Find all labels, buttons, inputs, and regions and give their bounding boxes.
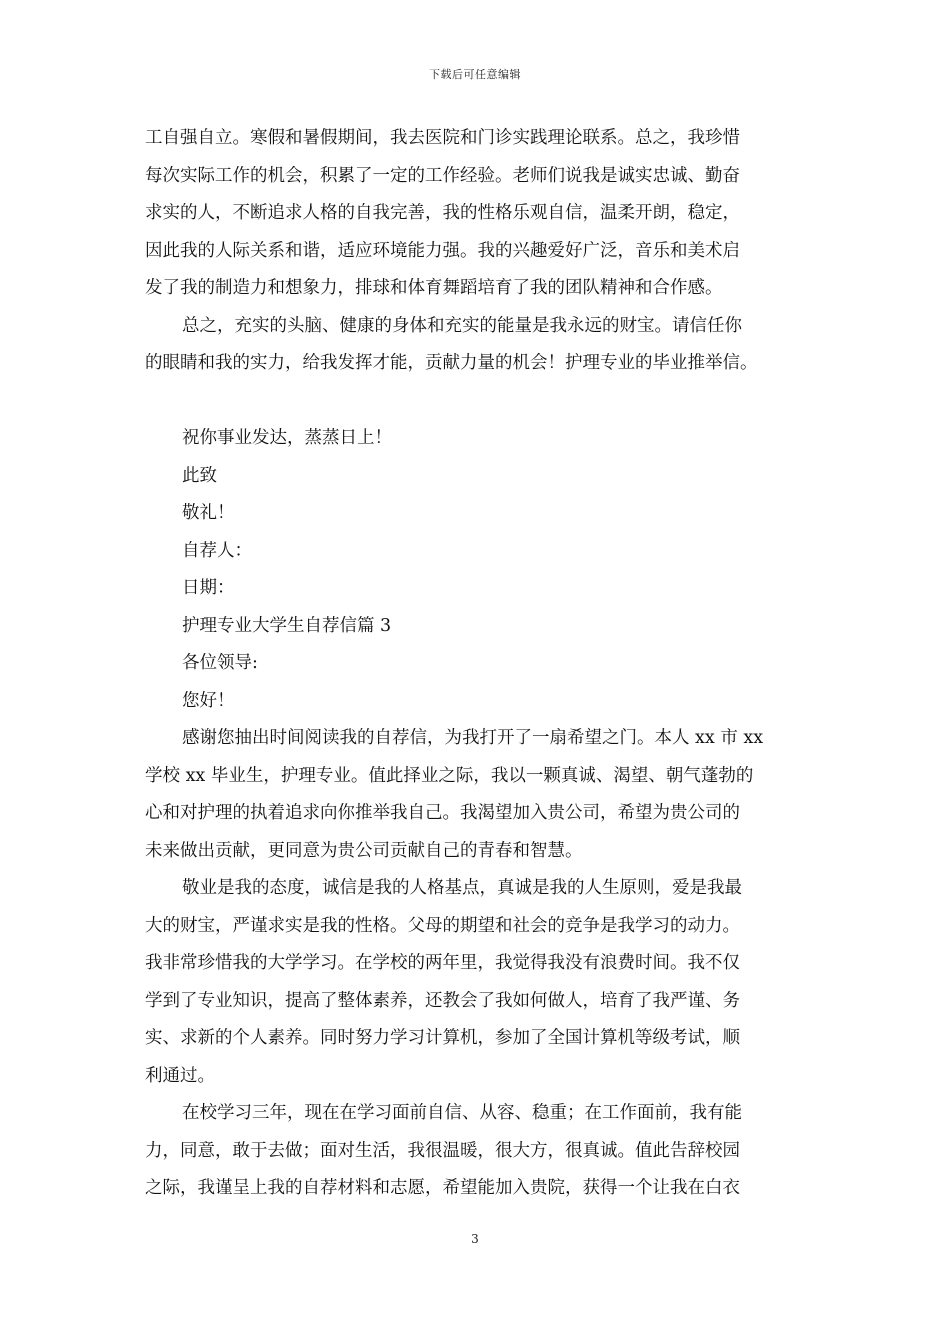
text-line: 在校学习三年，现在在学习面前自信、从容、稳重；在工作面前，我有能 [182, 1103, 742, 1123]
text-line: 学到了专业知识，提高了整体素养，还教会了我如何做人，培育了我严谨、务 [145, 990, 740, 1011]
text-line: 我非常珍惜我的大学学习。在学校的两年里，我觉得我没有浪费时间。我不仅 [145, 953, 740, 973]
text-line: 敬业是我的态度，诚信是我的人格基点，真诚是我的人生原则，爱是我最 [182, 878, 742, 898]
date-label: 日期： [182, 578, 235, 598]
text-line: 感谢您抽出时间阅读我的自荐信，为我打开了一扇希望之门。本人 xx 市 xx [182, 728, 764, 748]
letter-hello: 您好！ [182, 690, 235, 711]
text-line: 总之，充实的头脑、健康的身体和充实的能量是我永远的财宝。请信任你 [182, 315, 742, 336]
text-line: 发了我的制造力和想象力，排球和体育舞蹈培育了我的团队精神和合作感。 [145, 278, 723, 298]
text-line: 心和对护理的执着追求向你推举我自己。我渴望加入贵公司，希望为贵公司的 [145, 803, 740, 823]
text-line: 大的财宝，严谨求实是我的性格。父母的期望和社会的竞争是我学习的动力。 [145, 915, 740, 936]
text-line: 学校 xx 毕业生，护理专业。值此择业之际，我以一颗真诚、渴望、朝气蓬勃的 [145, 765, 754, 786]
text-line: 的眼睛和我的实力，给我发挥才能，贡献力量的机会！护理专业的毕业推举信。 [145, 353, 758, 373]
text-line: 之际，我谨呈上我的自荐材料和志愿，希望能加入贵院，获得一个让我在白衣 [145, 1178, 740, 1198]
text-line: 实、求新的个人素养。同时努力学习计算机，参加了全国计算机等级考试，顺 [145, 1028, 740, 1048]
closing-regards: 敬礼！ [182, 503, 235, 523]
letter-greeting: 各位领导: [182, 653, 258, 673]
text-line: 力，同意，敢于去做；面对生活，我很温暖，很大方，很真诚。值此告辞校园 [145, 1140, 740, 1161]
text-line: 利通过。 [145, 1065, 215, 1086]
signature-label: 自荐人： [182, 540, 252, 561]
page-number: 3 [471, 1232, 479, 1246]
section-title: 护理专业大学生自荐信篇 3 [182, 615, 392, 636]
closing-salutation: 此致 [182, 465, 217, 486]
page-header: 下载后可任意编辑 [429, 68, 521, 81]
blank-line [145, 383, 825, 421]
text-line: 因此我的人际关系和谐，适应环境能力强。我的兴趣爱好广泛，音乐和美术启 [145, 240, 740, 261]
text-line: 未来做出贡献，更同意为贵公司贡献自己的青春和智慧。 [145, 840, 583, 861]
closing-wish: 祝你事业发达，蒸蒸日上！ [182, 428, 392, 448]
text-line: 每次实际工作的机会，积累了一定的工作经验。老师们说我是诚实忠诚、勤奋 [145, 165, 740, 186]
document-body [145, 120, 825, 1208]
text-line: 求实的人，不断追求人格的自我完善，我的性格乐观自信，温柔开朗，稳定， [145, 203, 740, 223]
text-line: 工自强自立。寒假和暑假期间，我去医院和门诊实践理论联系。总之，我珍惜 [145, 128, 740, 148]
